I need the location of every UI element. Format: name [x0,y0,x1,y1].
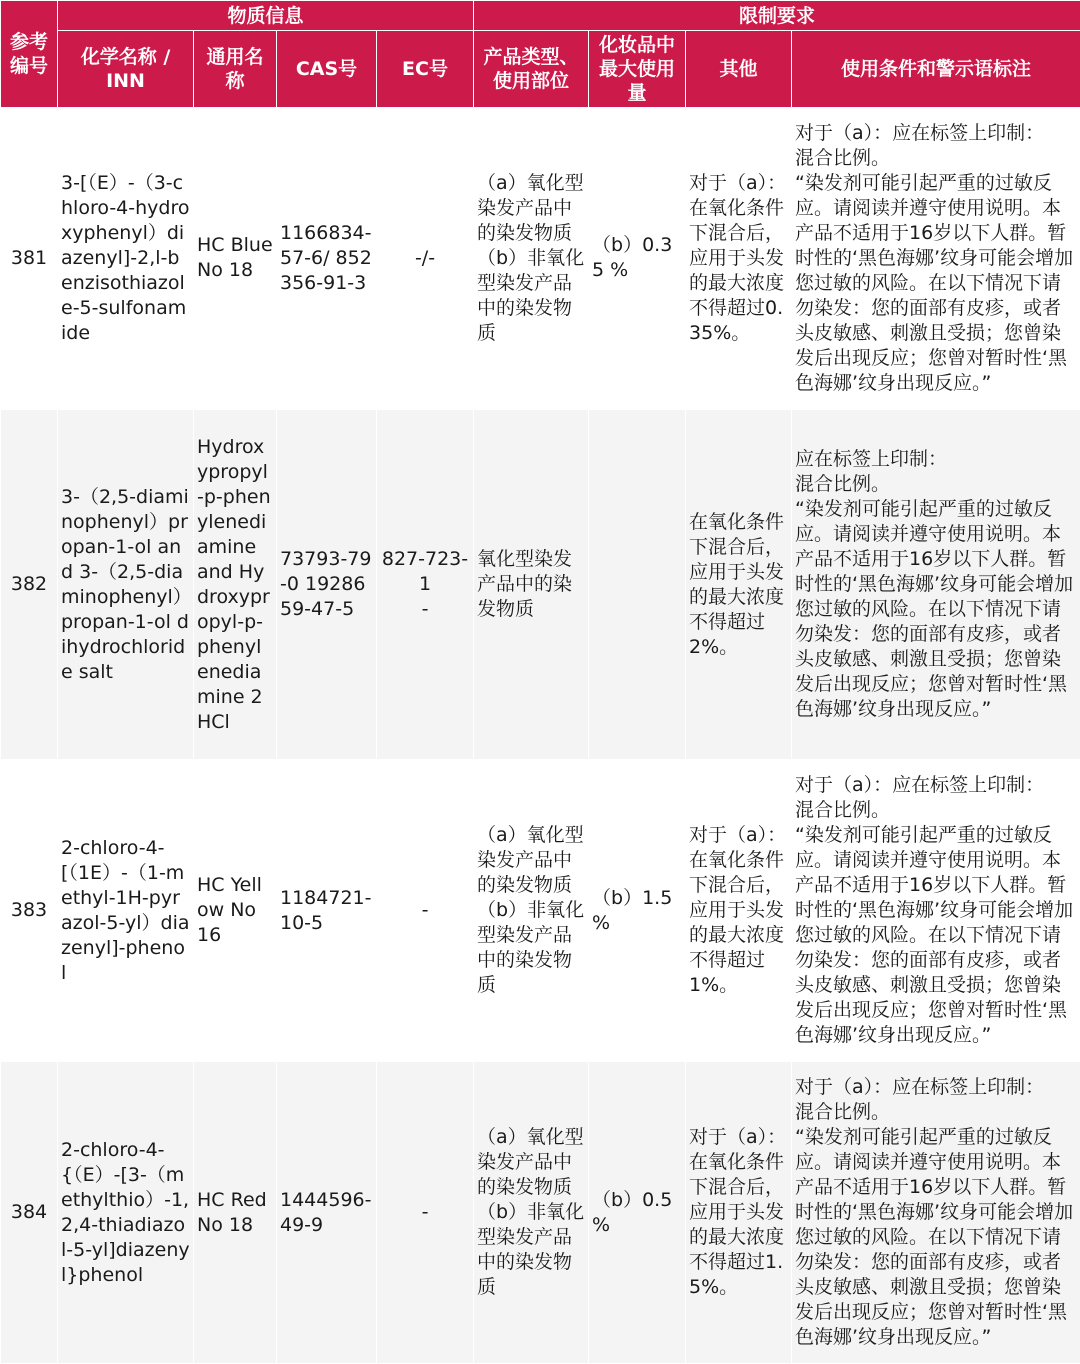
ec-cell: - [377,760,474,1062]
ref-cell: 382 [1,409,58,759]
max-conc-cell: （b）1.5 % [589,760,686,1062]
product-type-cell: （a）氧化型染发产品中的染发物质 （b）非氧化型染发产品中的染发物质 [474,1062,589,1364]
other-cell: 在氧化条件下混合后，应用于头发的最大浓度不得超过2%。 [686,409,792,759]
conditions-cell: 应在标签上印制： 混合比例。 “染发剂可能引起严重的过敏反应。请阅读并遵守使用说明。本产品不适用于16岁以下人群。暂时性的‘黑色海娜’纹身可能会增加您过敏的风险。在以下情况下请勿染发：您的面部有皮疹，或者头皮敏感、刺激且受损；您曾染发后出现反应；您曾对暂时性‘黑色海娜’纹身出现反应。” [792,409,1080,759]
max-conc-cell [589,409,686,759]
chem-name-cell: 3-（2,5-diaminophenyl）propan-1-ol and 3-（2,5-diaminophenyl）propan-1-ol dihydrochloride salt [58,409,194,759]
ec-cell: - [377,1062,474,1364]
chem-name-cell: 3-[（E）-（3-chloro-4-hydroxyphenyl）diazenyl]-2,l-benzisothiazole-5-sulfonamide [58,108,194,410]
header-common-name: 通用名 称 [194,31,277,108]
other-cell: 对于（a）：在氧化条件下混合后，应用于头发的最大浓度不得超过0.35%。 [686,108,792,410]
header-ref-no: 参考 编号 [1,1,58,108]
other-cell: 对于（a）：在氧化条件下混合后，应用于头发的最大浓度不得超过1%。 [686,760,792,1062]
common-name-cell: Hydroxypropyl-p-phenylenediamine and Hydroxypropyl-p-phenylenediamine 2HCl [194,409,277,759]
ref-cell: 384 [1,1062,58,1364]
header-chem-name: 化学名称 / INN [58,31,194,108]
cas-cell: 1444596-49-9 [277,1062,377,1364]
header-other: 其他 [686,31,792,108]
conditions-cell: 对于（a）：应在标签上印制： 混合比例。 “染发剂可能引起严重的过敏反应。请阅读并遵守使用说明。本产品不适用于16岁以下人群。暂时性的‘黑色海娜’纹身可能会增加您过敏的风险。在以下情况下请勿染发：您的面部有皮疹，或者头皮敏感、刺激且受损；您曾染发后出现反应；您曾对暂时性‘黑色海娜’纹身出现反应。” [792,108,1080,410]
ref-cell: 383 [1,760,58,1062]
header-ec: EC号 [377,31,474,108]
table-row [1,760,1080,1062]
ec-cell: -/- [377,108,474,410]
max-conc-cell: （b）0.35 % [589,108,686,410]
cas-cell: 73793-79-0 1928659-47-5 [277,409,377,759]
ref-cell: 381 [1,108,58,410]
header-cas: CAS号 [277,31,377,108]
table-row [1,409,1080,759]
table-row [1,1062,1080,1364]
common-name-cell: HC Red No 18 [194,1062,277,1364]
conditions-cell: 对于（a）：应在标签上印制： 混合比例。 “染发剂可能引起严重的过敏反应。请阅读并遵守使用说明。本产品不适用于16岁以下人群。暂时性的‘黑色海娜’纹身可能会增加您过敏的风险。在以下情况下请勿染发：您的面部有皮疹，或者头皮敏感、刺激且受损；您曾染发后出现反应；您曾对暂时性‘黑色海娜’纹身出现反应。” [792,760,1080,1062]
header-group-restriction: 限制要求 [474,1,1080,31]
conditions-cell: 对于（a）：应在标签上印制： 混合比例。 “染发剂可能引起严重的过敏反应。请阅读并遵守使用说明。本产品不适用于16岁以下人群。暂时性的‘黑色海娜’纹身可能会增加您过敏的风险。在以下情况下请勿染发：您的面部有皮疹，或者头皮敏感、刺激且受损；您曾染发后出现反应；您曾对暂时性‘黑色海娜’纹身出现反应。” [792,1062,1080,1364]
header-conditions: 使用条件和警示语标注 [792,31,1080,108]
ec-cell: 827-723-1 - [377,409,474,759]
cas-cell: 1184721-10-5 [277,760,377,1062]
common-name-cell: HC Yellow No 16 [194,760,277,1062]
product-type-cell: （a）氧化型染发产品中的染发物质 （b）非氧化型染发产品中的染发物质 [474,108,589,410]
common-name-cell: HC Blue No 18 [194,108,277,410]
product-type-cell: 氧化型染发产品中的染发物质 [474,409,589,759]
header-product-type: 产品类型、 使用部位 [474,31,589,108]
header-max-conc: 化妆品中 最大使用 量 [589,31,686,108]
other-cell: 对于（a）：在氧化条件下混合后，应用于头发的最大浓度不得超过1.5%。 [686,1062,792,1364]
chem-name-cell: 2-chloro-4-{（E）-[3-（methylthio）-1,2,4-thiadiazol-5-yl]diazenyl}phenol [58,1062,194,1364]
table-row [1,108,1080,410]
max-conc-cell: （b）0.5 % [589,1062,686,1364]
chem-name-cell: 2-chloro-4-[（1E）-（1-methyl-1H-pyrazol-5-yl）diazenyl]-phenol [58,760,194,1062]
cas-cell: 1166834-57-6/ 852356-91-3 [277,108,377,410]
header-group-substance: 物质信息 [58,1,474,31]
product-type-cell: （a）氧化型染发产品中的染发物质 （b）非氧化型染发产品中的染发物质 [474,760,589,1062]
